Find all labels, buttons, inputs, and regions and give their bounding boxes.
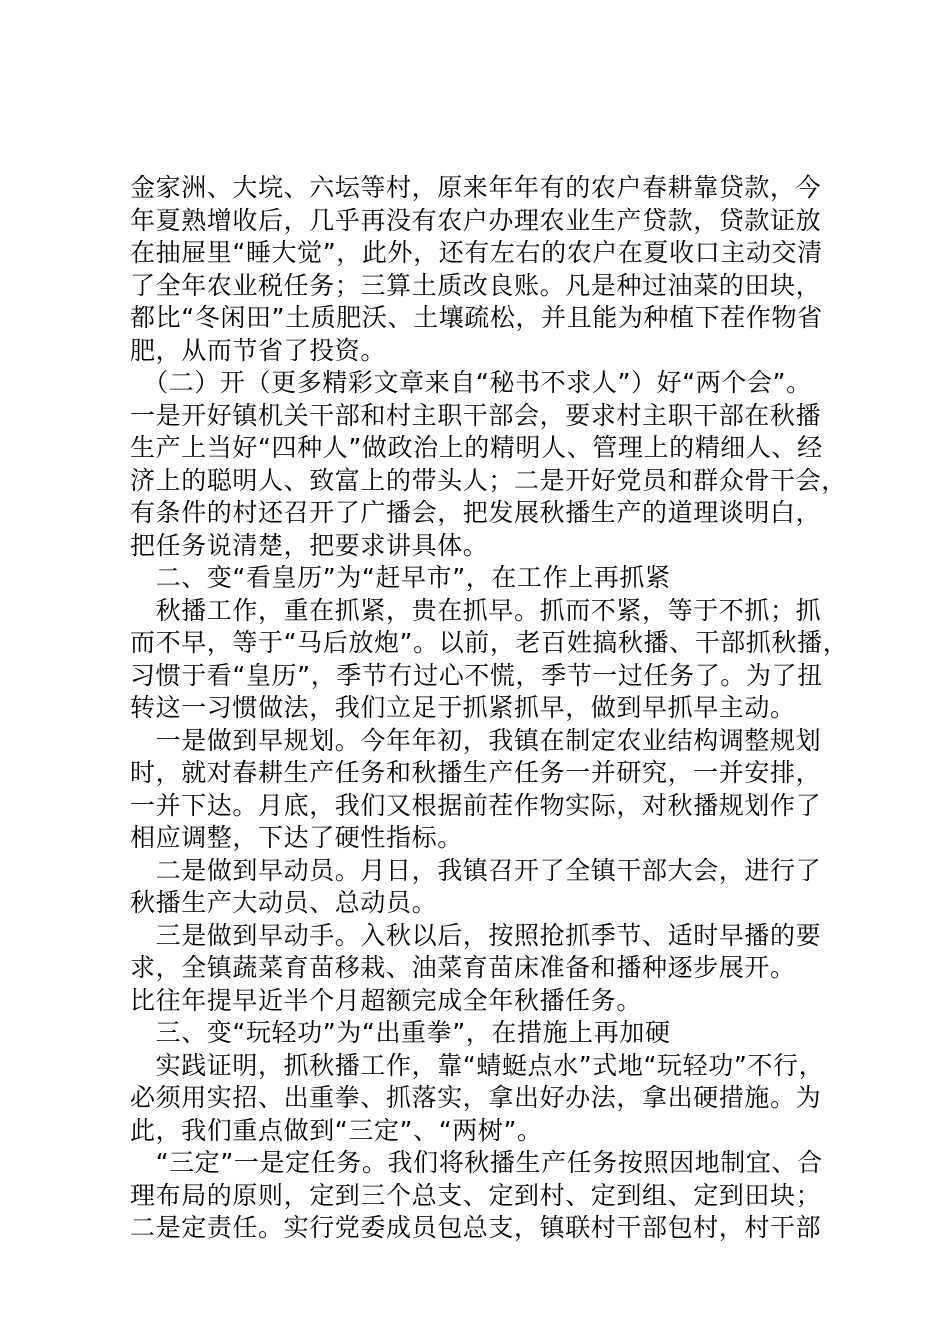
text-line-16: 习惯于看“皇历”，季节冇过心不慌，季节一过任务了。为了扭 — [130, 660, 823, 690]
text-line-19: 时，就对春耕生产任务和秋播生产任务一并研究，一并安排， — [130, 758, 822, 787]
text-line-25: 求，全镇蔬菜育苗移栽、油菜育苗床准备和播种逐步展开。 — [130, 953, 796, 982]
text-line-26: 比往年提早近半个月超额完成全年秋播任务。 — [130, 985, 643, 1015]
text-line-32: 理布局的原则，定到三个总支、定到村、定到组、定到田块； — [130, 1180, 822, 1210]
section-heading-2: 二、变“看皇历”为“赶早市”，在工作上再抓紧 — [130, 563, 671, 592]
text-line-31: “三定”一是定任务。我们将秋播生产任务按照因地制宜、合 — [130, 1148, 823, 1177]
text-line-4: 了全年农业税任务；三算土质改良账。凡是种过油菜的田块， — [130, 270, 822, 300]
text-line-3: 在抽屉里“睡大觉”，此外，还有左右的农户在夏收口主动交清 — [130, 238, 823, 267]
text-line-9: 生产上当好“四种人”做政治上的精明人、管理上的精细人、经 — [130, 433, 823, 462]
text-line-18: 一是做到早规划。今年年初，我镇在制定农业结构调整规划 — [130, 725, 822, 755]
text-line-33: 二是定责任。实行党委成员包总支，镇联村干部包村，村干部 — [130, 1213, 822, 1242]
text-line-30: 此，我们重点做到“三定”、“两树”。 — [130, 1115, 543, 1145]
text-line-8: 一是开好镇机关干部和村主职干部会，要求村主职干部在秋播 — [130, 400, 822, 430]
text-line-23: 秋播生产大动员、总动员。 — [130, 888, 438, 917]
text-line-17: 转这一习惯做法，我们立足于抓紧抓早，做到早抓早主动。 — [130, 693, 796, 722]
text-line-21: 相应调整，下达了硬性指标。 — [130, 823, 463, 852]
text-line-14: 秋播工作，重在抓紧，贵在抓早。抓而不紧，等于不抓；抓 — [130, 595, 822, 625]
text-line-10: 济上的聪明人、致富上的带头人；二是开好党员和群众骨干会， — [130, 465, 847, 495]
text-line-12: 把任务说清楚，把要求讲具体。 — [130, 530, 489, 560]
text-line-7: （二）开（更多精彩文章来自“秘书不求人”）好“两个会”。 — [130, 368, 812, 397]
text-line-2: 年夏熟增收后，几乎再没有农户办理农业生产贷款，贷款证放 — [130, 205, 822, 235]
text-line-28: 实践证明，抓秋播工作，靠“蜻蜓点水”式地“玩轻功”不行， — [130, 1050, 825, 1080]
text-line-11: 有条件的村还召开了广播会，把发展秋播生产的道理谈明白， — [130, 498, 822, 527]
text-line-15: 而不早，等于“马后放炮”。以前，老百姓搞秋播、干部抓秋播， — [130, 628, 849, 657]
text-line-22: 二是做到早动员。月日，我镇召开了全镇干部大会，进行了 — [130, 855, 822, 885]
section-heading-3: 三、变“玩轻功”为“出重拳”，在措施上再加硬 — [130, 1018, 671, 1047]
text-line-20: 一并下达。月底，我们又根据前茬作物实际，对秋播规划作了 — [130, 790, 822, 820]
text-line-6: 肥，从而节省了投资。 — [130, 335, 387, 365]
body-text — [130, 172, 849, 1245]
text-line-29: 必须用实招、出重拳、抓落实，拿出好办法，拿出硬措施。为 — [130, 1083, 822, 1112]
text-line-1: 金家洲、大垸、六坛等村，原来年年有的农户春耕靠贷款，今 — [130, 173, 822, 202]
text-line-24: 三是做到早动手。入秋以后，按照抢抓季节、适时早播的要 — [130, 920, 822, 950]
text-line-5: 都比“冬闲田”土质肥沃、土壤疏松，并且能为种植下茬作物省 — [130, 303, 823, 332]
